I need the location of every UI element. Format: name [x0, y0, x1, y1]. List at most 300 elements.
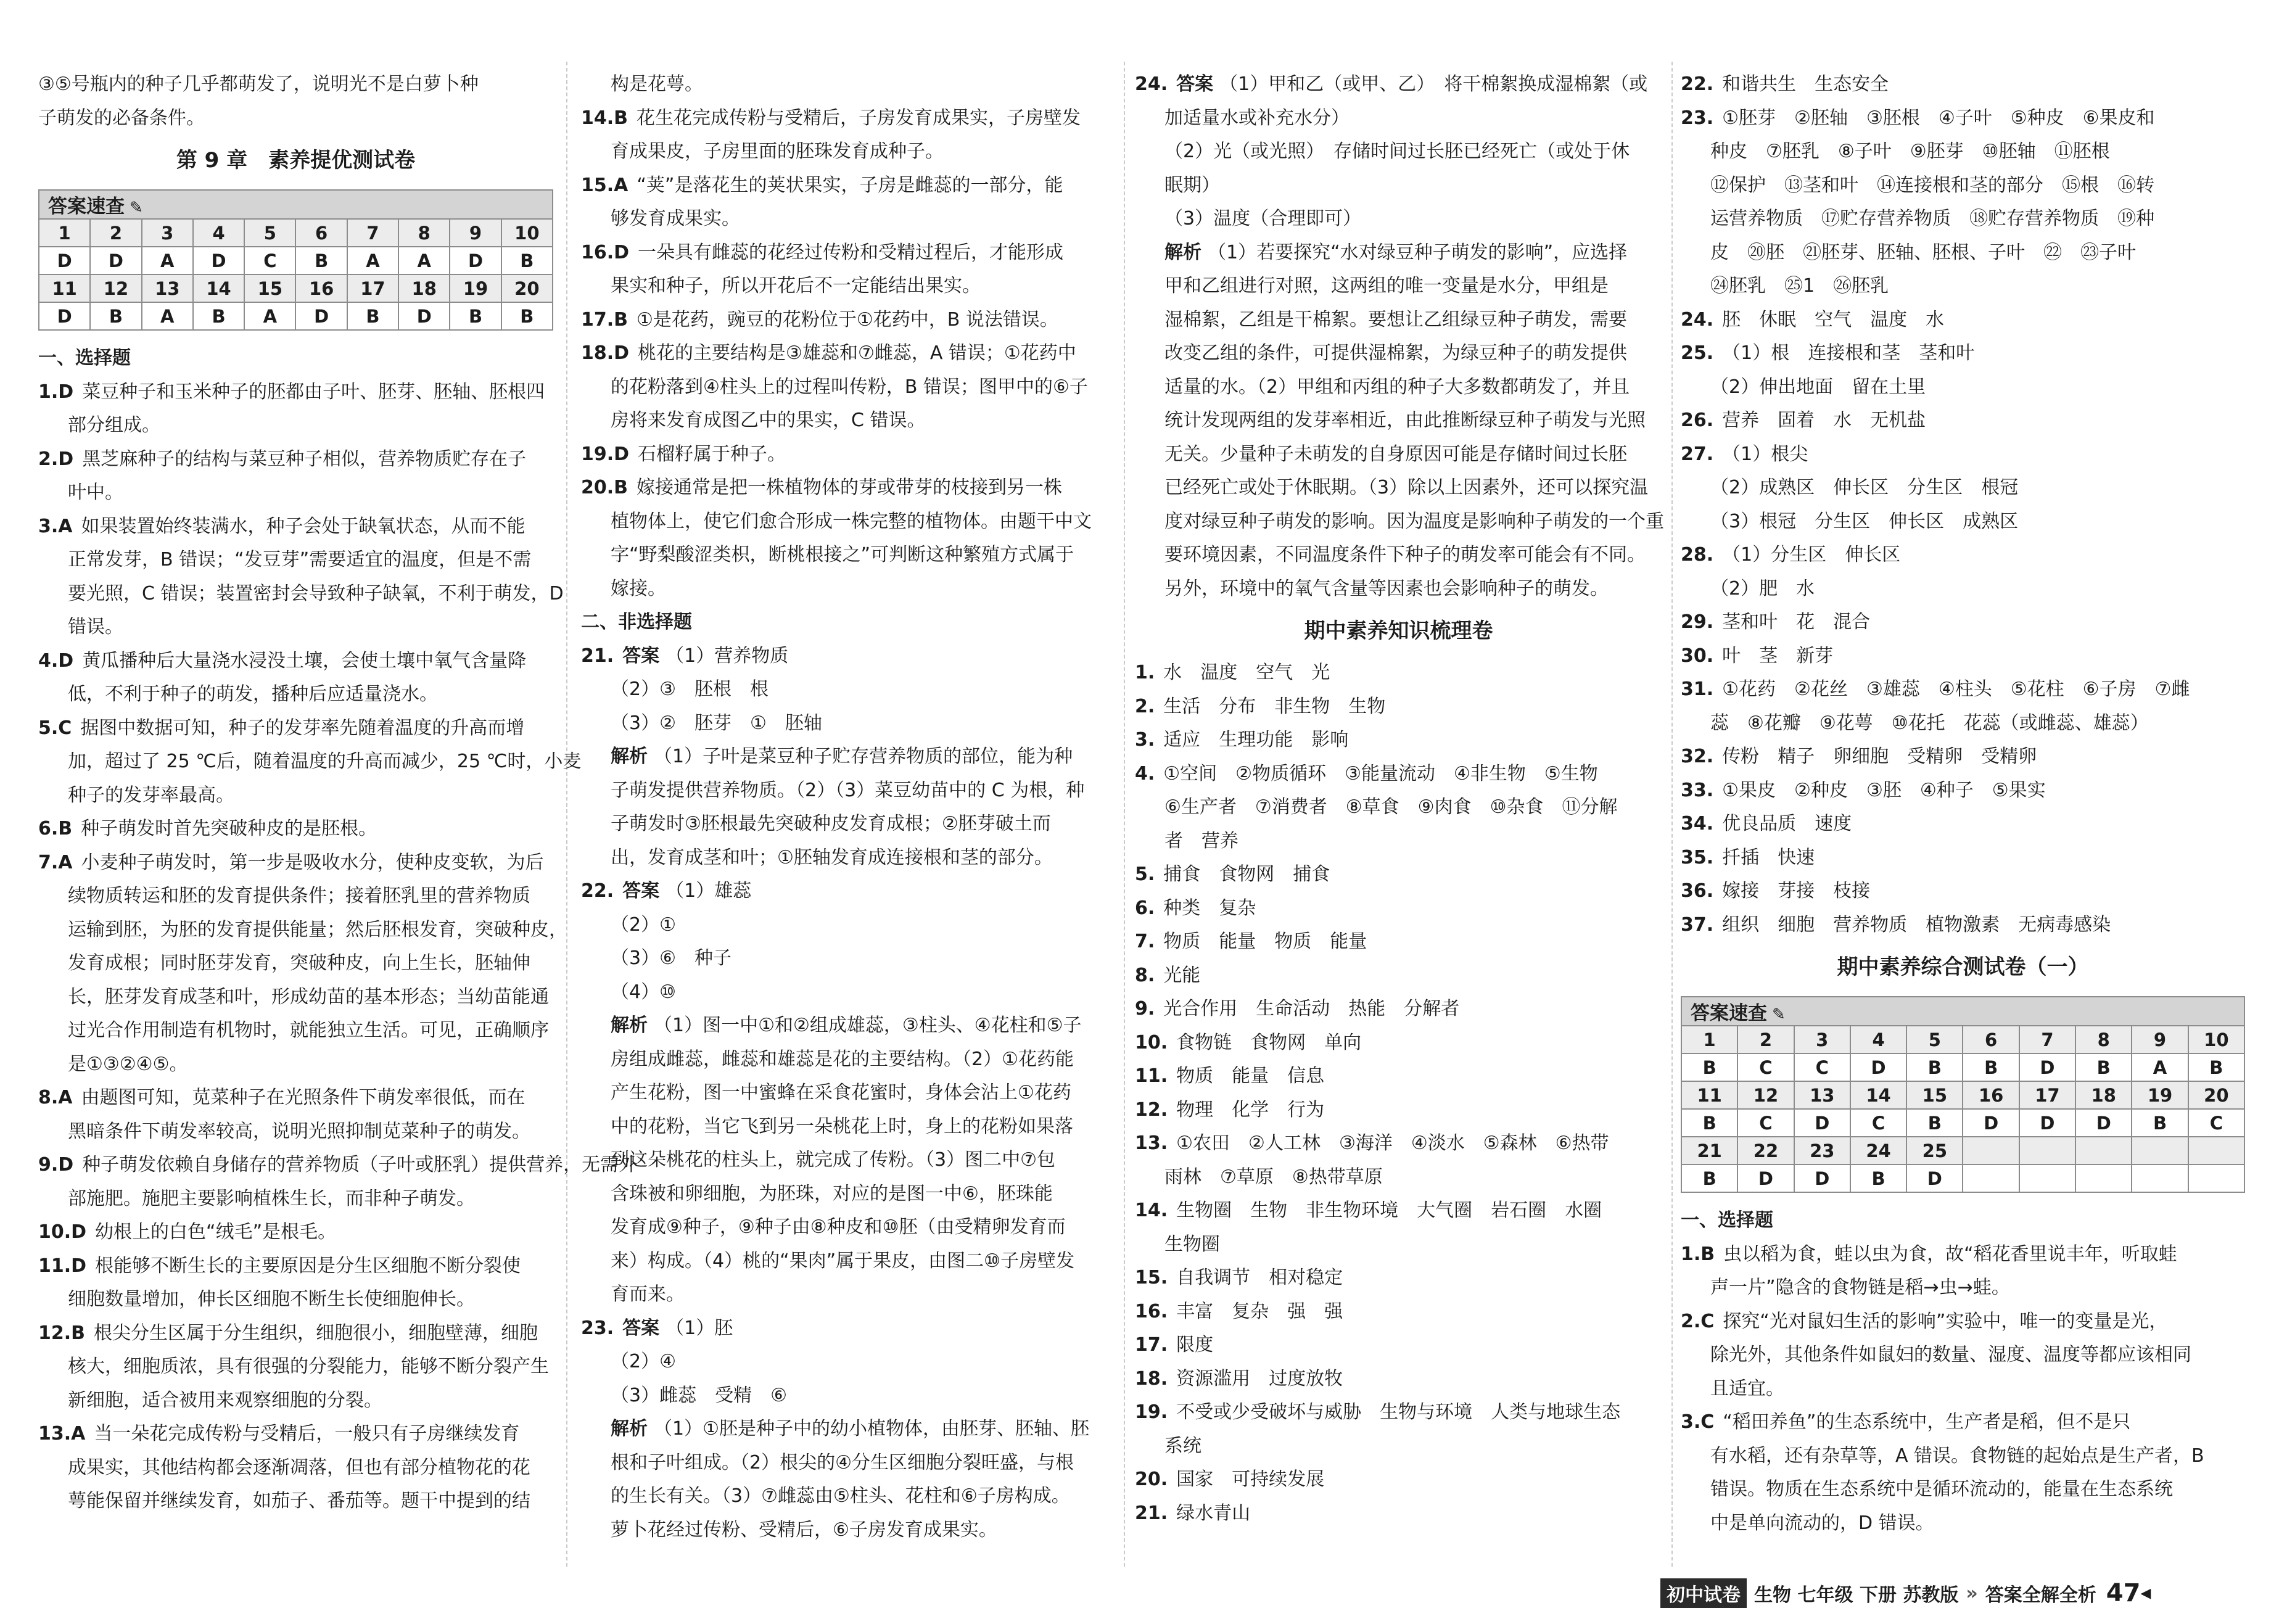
item-number: 6. [1135, 897, 1155, 919]
analysis-text: 另外，环境中的氧气含量等因素也会影响种子的萌发。 [1164, 577, 1609, 600]
item-number: 11.D [38, 1255, 87, 1277]
answer-line [581, 707, 1115, 741]
item-number: 2.D [38, 448, 74, 470]
analysis-line [581, 1009, 1115, 1043]
answer-table-cell: 7 [347, 219, 398, 247]
list-item [1135, 690, 1662, 724]
item-number: 1. [1135, 662, 1155, 683]
item-list [1681, 1238, 2245, 1541]
answer-table-cell: 4 [1850, 1026, 1906, 1053]
pencil-icon: ✎ [130, 199, 143, 217]
list-item [581, 572, 1115, 606]
list-item [1135, 858, 1662, 892]
analysis-text: 子萌发提供营养物质。（2）（3）菜豆幼苗中的 C 为根，种 [611, 779, 1085, 801]
item-text: 茎和叶 花 混合 [1722, 611, 1871, 633]
analysis-text: （1）①胚是种子中的幼小植物体，由胚芽、胚轴、胚 [654, 1418, 1089, 1440]
item-text: 一朵具有雌蕊的花经过传粉和受精过程后，才能形成 [638, 241, 1064, 263]
answer-table-cell: B [1681, 1053, 1737, 1081]
item-text: 光能 [1163, 964, 1201, 986]
answer-table-cell: B [193, 302, 244, 330]
item-number: 36. [1681, 880, 1714, 902]
item-number: 15.A [581, 174, 628, 196]
answer-table-cell: B [90, 302, 141, 330]
item-text: 部施肥。施肥主要影响植株生长，而非种子萌发。 [68, 1187, 475, 1210]
list-item [1681, 202, 2245, 236]
item-number: 11. [1135, 1065, 1168, 1087]
question-number: 23. [581, 1317, 614, 1339]
answer-table-cell: B [450, 302, 501, 330]
list-item [38, 543, 553, 577]
chevrons-icon: » [1966, 1582, 1978, 1604]
item-text: 续物质转运和胚的发育提供条件；接着胚乳里的营养物质 [68, 885, 530, 907]
item-text: 食物链 食物网 单向 [1176, 1031, 1362, 1053]
item-number: 6.B [38, 818, 73, 839]
answer-table-cell: D [2019, 1053, 2075, 1081]
answer-table-cell: B [347, 302, 398, 330]
answer-table-cell: 19 [2132, 1081, 2188, 1109]
text-block [38, 68, 553, 135]
list-item [38, 1216, 553, 1250]
analysis-text: 无关。少量种子未萌发的自身原因可能是存储时间过长胚 [1164, 443, 1627, 465]
answer-line [581, 640, 1115, 674]
analysis-text: 甲和乙组进行对照，这两组的唯一变量是水分，甲组是 [1164, 275, 1609, 297]
answer-table-header [39, 190, 553, 219]
list-item [38, 476, 553, 510]
list-item [1681, 169, 2245, 203]
answer-table-cell: D [450, 247, 501, 274]
answer-table-cell: 5 [244, 219, 295, 247]
item-text: 是①③②④⑤。 [68, 1053, 188, 1075]
answer-table-cell: 14 [193, 274, 244, 302]
answer-table-cell: A [347, 247, 398, 274]
answer-text: （4）⑩ [611, 981, 676, 1003]
answer-table-cell: A [142, 302, 193, 330]
item-text: 生物圈 [1164, 1233, 1220, 1255]
item-text: 国家 可持续发展 [1176, 1469, 1325, 1490]
item-number: 16. [1135, 1300, 1168, 1322]
analysis-keyword: 解析 [611, 746, 648, 767]
footer-label: 答案全解全析 [1985, 1585, 2096, 1606]
item-text: 桃花的主要结构是③雄蕊和⑦雌蕊，A 错误；①花药中 [638, 342, 1076, 364]
item-text: 的花粉落到④柱头上的过程叫传粉，B 错误；图甲中的⑥子 [611, 376, 1088, 398]
item-text: 运输到胚，为胚的发育提供能量；然后胚根发育，突破种皮， [68, 918, 567, 941]
list-item [1681, 337, 2245, 371]
question-block [1135, 68, 1662, 606]
item-number: 23. [1681, 107, 1714, 129]
list-item [38, 880, 553, 913]
item-number: 18.D [581, 342, 630, 364]
answer-table-cell: 13 [1794, 1081, 1850, 1109]
answer-table-cell: 16 [295, 274, 347, 302]
list-item [1135, 1261, 1662, 1295]
item-number: 32. [1681, 746, 1714, 767]
list-item [1681, 1507, 2245, 1541]
item-text: （3）根冠 分生区 伸长区 成熟区 [1710, 510, 2019, 532]
answer-table-cell: C [1737, 1053, 1794, 1081]
answer-table [1681, 996, 2245, 1193]
list-item [1135, 1161, 1662, 1195]
answer-table-cell: D [1737, 1164, 1794, 1192]
list-item [38, 1148, 638, 1182]
item-text: 果实和种子，所以开花后不一定能结出果实。 [611, 275, 981, 297]
answer-table-cell: 23 [1794, 1137, 1850, 1164]
item-number: 7.A [38, 851, 73, 873]
answer-table-row [39, 247, 553, 274]
question-block [581, 640, 1115, 875]
answer-table-cell [1963, 1164, 2019, 1192]
item-text: 适应 生理功能 影响 [1163, 729, 1349, 751]
answer-table-cell: 11 [39, 274, 90, 302]
item-text: 植物体上，使它们愈合形成一株完整的植物体。由题干中文 [611, 510, 1092, 532]
item-text: ①是花药，豌豆的花粉位于①花药中，B 说法错误。 [637, 308, 1058, 331]
list-item [38, 846, 553, 880]
item-number: 10.D [38, 1221, 87, 1243]
list-item [38, 1182, 553, 1216]
analysis-line [581, 1043, 1115, 1077]
item-text: 种子萌发时首先突破种皮的是胚根。 [81, 818, 377, 839]
item-number: 26. [1681, 410, 1714, 431]
item-number: 28. [1681, 544, 1714, 566]
item-text: （1）根尖 [1722, 443, 1808, 465]
item-text: ①农田 ②人工林 ③海洋 ④淡水 ⑤森林 ⑥热带 [1176, 1132, 1609, 1154]
answer-table-cell: D [39, 302, 90, 330]
answer-text: 眠期） [1164, 174, 1220, 196]
answer-table-cell: A [398, 247, 450, 274]
analysis-line [1135, 538, 1662, 572]
answer-table-cell: 9 [2132, 1026, 2188, 1053]
answer-table-cell: D [1794, 1109, 1850, 1137]
list-item [1681, 1372, 2245, 1406]
answer-table-cell: B [1906, 1053, 1963, 1081]
answer-text: 加适量水或补充水分） [1164, 107, 1350, 129]
item-text: 物质 能量 物质 能量 [1163, 931, 1367, 952]
question-number: 24. [1135, 73, 1168, 95]
list-item [1135, 1194, 1662, 1228]
analysis-text: （1）图一中①和②组成雄蕊，③柱头、④花柱和⑤子 [654, 1015, 1082, 1036]
question-number: 21. [581, 645, 614, 667]
answer-line [1135, 169, 1662, 203]
item-text: 系统 [1164, 1435, 1201, 1457]
item-text: 要光照，C 错误；装置密封会导致种子缺氧，不利于萌发，D [68, 582, 564, 604]
answer-table-cell: C [1850, 1109, 1906, 1137]
item-text: 菜豆种子和玉米种子的胚都由子叶、胚芽、胚轴、胚根四 [82, 381, 545, 403]
item-text: 扦插 快速 [1722, 846, 1815, 868]
analysis-text: 萝卜花经过传粉、受精后，⑥子房发育成果实。 [611, 1519, 997, 1541]
item-number: 25. [1681, 342, 1714, 364]
answer-table-title [1681, 997, 2244, 1026]
item-number: 5.C [38, 717, 72, 739]
answer-text: （1）胚 [666, 1317, 733, 1339]
item-text: 嫁接通常是把一株植物体的芽或带芽的枝接到另一株 [637, 477, 1063, 498]
answer-keyword: 答案 [622, 645, 660, 667]
item-text: 正常发芽，B 错误；“发豆芽”需要适宜的温度，但是不需 [68, 549, 532, 571]
answer-line [1135, 135, 1662, 169]
list-item [38, 678, 553, 712]
answer-table-cell: 18 [2075, 1081, 2132, 1109]
answer-table-cell: B [1681, 1109, 1737, 1137]
list-item [1681, 1305, 2245, 1339]
item-text: 种类 复杂 [1163, 897, 1256, 919]
answer-keyword: 答案 [622, 880, 660, 902]
analysis-text: （1）子叶是菜豆种子贮存营养物质的部位，能为种 [654, 746, 1073, 767]
answer-table-cell [2075, 1164, 2132, 1192]
item-number: 37. [1681, 913, 1714, 936]
list-item [38, 611, 553, 645]
item-number: 20.B [581, 477, 628, 498]
item-text: ①胚芽 ②胚轴 ③胚根 ④子叶 ⑤种皮 ⑥果皮和 [1722, 107, 2155, 129]
item-text: 据图中数据可知，种子的发芽率先随着温度的升高而增 [80, 717, 525, 739]
item-text: 叶 茎 新芽 [1722, 645, 1834, 667]
answer-table-cell: B [501, 247, 553, 274]
list-item [1135, 1329, 1662, 1362]
item-text: 核大，细胞质浓，具有很强的分裂能力，能够不断分裂产生 [68, 1356, 549, 1377]
answer-table-title-text: 答案速查 [1691, 1002, 1767, 1024]
item-text: 育成果皮，子房里面的胚珠发育成种子。 [611, 141, 944, 162]
list-item [38, 913, 567, 947]
item-number: 29. [1681, 611, 1714, 633]
answer-table-cell: 13 [142, 274, 193, 302]
item-number: 19. [1135, 1401, 1168, 1423]
section-heading: 一、选择题 [38, 347, 131, 369]
analysis-text: 根和子叶组成。（2）根尖的④分生区细胞分裂旺盛，与根 [611, 1451, 1074, 1474]
list-item [1135, 723, 1662, 757]
answer-line [581, 909, 1115, 942]
item-number: 10. [1135, 1031, 1168, 1053]
item-text: 过光合作用制造有机物时，就能独立生活。可见，正确顺序 [68, 1020, 549, 1041]
list-item [38, 1417, 553, 1451]
answer-table-row [1681, 1081, 2244, 1109]
analysis-text: 房组成雌蕊，雌蕊和雄蕊是花的主要结构。（2）①花药能 [611, 1048, 1074, 1070]
item-number: 5. [1135, 864, 1155, 885]
answer-table-cell: 20 [501, 274, 553, 302]
list-item [1135, 1497, 1662, 1531]
item-text: 成果实，其他结构都会逐渐凋落，但也有部分植物花的花 [68, 1456, 530, 1478]
answer-table-cell: 6 [295, 219, 347, 247]
analysis-text: 出，发育成茎和叶；①胚轴发育成连接根和茎的部分。 [611, 846, 1053, 868]
list-item [38, 981, 553, 1015]
item-text: 水 温度 空气 光 [1163, 662, 1330, 683]
list-item [1681, 471, 2245, 505]
list-item [1135, 1094, 1662, 1127]
list-item [1135, 1060, 1662, 1094]
item-text: 生活 分布 非生物 生物 [1163, 695, 1386, 717]
item-number: 13. [1135, 1132, 1168, 1154]
item-text: 绿水青山 [1176, 1502, 1251, 1524]
answer-table-cell [2188, 1137, 2244, 1164]
list-item [1681, 538, 2245, 572]
item-number: 3.C [1681, 1411, 1715, 1433]
analysis-line [1135, 303, 1662, 337]
list-item [1135, 892, 1662, 926]
analysis-line [581, 1446, 1115, 1480]
item-text: （2）肥 水 [1710, 577, 1815, 600]
analysis-line [1135, 572, 1662, 606]
answer-table-cell: 8 [398, 219, 450, 247]
answer-table-cell [2188, 1164, 2244, 1192]
answer-table-cell [1963, 1137, 2019, 1164]
answer-text: （1）营养物质 [666, 645, 789, 667]
item-text: 运营养物质 ⑰贮存营养物质 ⑱贮存营养物质 ⑲种 [1710, 208, 2154, 229]
analysis-keyword: 解析 [611, 1418, 648, 1440]
answer-table-cell: 15 [1906, 1081, 1963, 1109]
answer-line [581, 1345, 1115, 1379]
analysis-line [581, 774, 1115, 808]
analysis-line [581, 1245, 1115, 1279]
item-text: 声一片”隐含的食物链是稻→虫→蛙。 [1710, 1277, 2010, 1298]
answer-table-cell: B [2075, 1053, 2132, 1081]
answer-table-cell: D [1794, 1164, 1850, 1192]
answer-table-cell: D [398, 302, 450, 330]
answer-table-cell: D [193, 247, 244, 274]
analysis-line [581, 1278, 1115, 1312]
analysis-text: 来）构成。（4）桃的“果肉”属于果皮，由图二⑩子房壁发 [611, 1250, 1075, 1272]
item-text: 组织 细胞 营养物质 植物激素 无病毒感染 [1722, 913, 2111, 936]
answer-text: （3）雌蕊 受精 ⑥ [611, 1384, 787, 1406]
answer-table-cell: 24 [1850, 1137, 1906, 1164]
analysis-line [581, 1177, 1115, 1211]
column-divider [1124, 62, 1125, 1567]
analysis-text: 中的花粉，当它飞到另一朵桃花上时，身上的花粉如果落 [611, 1115, 1073, 1137]
item-text: 雨林 ⑦草原 ⑧热带草原 [1164, 1166, 1383, 1188]
triangle-left-icon: ◀ [2140, 1585, 2151, 1601]
list-item [38, 1451, 553, 1485]
item-text: ①空间 ②物质循环 ③能量流动 ④非生物 ⑤生物 [1163, 762, 1598, 785]
answer-table-header [1681, 997, 2244, 1026]
list-item [1681, 1238, 2245, 1272]
analysis-line [1135, 505, 1662, 539]
item-text: 错误。物质在生态系统中是循环流动的，能量在生态系统 [1710, 1478, 2173, 1500]
item-number: 8.A [38, 1087, 73, 1108]
item-text: 虫以稻为食，蛙以虫为食，故“稻花香里说丰年，听取蛙 [1723, 1243, 2177, 1265]
item-text: 花生花完成传粉与受精后，子房发育成果实，子房壁发 [637, 107, 1081, 129]
answer-table-cell: 1 [39, 219, 90, 247]
item-text: 光合作用 生命活动 热能 分解者 [1163, 998, 1460, 1020]
item-text: “荚”是落花生的荚状果实，子房是雌蕊的一部分，能 [637, 174, 1063, 196]
answer-line [581, 1379, 1115, 1413]
list-item [38, 1350, 553, 1384]
item-text: 由题图可知，苋菜种子在光照条件下萌发率很低，而在 [81, 1087, 525, 1108]
list-item [1681, 270, 2245, 303]
item-number: 17. [1135, 1334, 1168, 1356]
list-item [38, 1250, 553, 1284]
list-item [1681, 707, 2245, 741]
list-item [1135, 992, 1662, 1026]
item-number: 13.A [38, 1423, 86, 1445]
list-item [1135, 925, 1662, 959]
answer-table-cell: D [295, 302, 347, 330]
answer-table-row [1681, 1026, 2244, 1053]
item-number: 3.A [38, 515, 73, 537]
item-number: 16.D [581, 241, 630, 263]
item-text: 优良品质 速度 [1722, 813, 1852, 835]
answer-line [1135, 102, 1662, 136]
answer-keyword: 答案 [1176, 73, 1214, 95]
item-number: 8. [1135, 964, 1155, 986]
list-item [38, 812, 553, 846]
answer-table-row [1681, 1137, 2244, 1164]
item-text: 低，不利于种子的萌发，播种后应适量浇水。 [68, 683, 438, 705]
answer-table-cell [2132, 1164, 2188, 1192]
item-text: 且适宜。 [1710, 1377, 1784, 1399]
answer-table-row [1681, 1109, 2244, 1137]
answer-table-row [39, 302, 553, 330]
answer-table-row [1681, 1053, 2244, 1081]
answer-table-cell: 9 [450, 219, 501, 247]
answer-table-cell: 11 [1681, 1081, 1737, 1109]
item-text: ①花药 ②花丝 ③雄蕊 ④柱头 ⑤花柱 ⑥子房 ⑦雌 [1722, 678, 2190, 700]
analysis-text: （1）若要探究“水对绿豆种子萌发的影响”，应选择 [1208, 241, 1628, 263]
list-item [38, 947, 553, 981]
list-item [38, 1283, 553, 1317]
list-item [581, 270, 1115, 303]
list-item [581, 371, 1115, 405]
item-number: 7. [1135, 931, 1155, 952]
item-number: 20. [1135, 1469, 1168, 1490]
analysis-line [1135, 236, 1662, 270]
answer-table-cell: 5 [1906, 1026, 1963, 1053]
answer-table-cell: C [1737, 1109, 1794, 1137]
item-text: 丰富 复杂 强 强 [1176, 1300, 1343, 1322]
list-item [38, 1115, 553, 1149]
item-number: 1.B [1681, 1243, 1715, 1265]
analysis-text: 到这朵桃花的柱头上，就完成了传粉。（3）图二中⑦包 [611, 1149, 1055, 1171]
list-item [1681, 875, 2245, 909]
item-number: 31. [1681, 678, 1714, 700]
list-item [581, 404, 1115, 438]
analysis-line [581, 1480, 1115, 1514]
page-number: 47 [2106, 1579, 2141, 1607]
answer-table-cell: D [2019, 1109, 2075, 1137]
answer-table-cell: 2 [90, 219, 141, 247]
list-item [1681, 673, 2245, 707]
list-item [1681, 135, 2245, 169]
analysis-line [1135, 471, 1662, 505]
item-text: 黄瓜播种后大量浇水浸没土壤，会使土壤中氧气含量降 [82, 649, 527, 672]
answer-table-cell: 10 [2188, 1026, 2244, 1053]
analysis-line [581, 1076, 1115, 1110]
answer-table-cell: C [1794, 1053, 1850, 1081]
answer-table-row [39, 219, 553, 247]
answer-table-cell: 3 [142, 219, 193, 247]
item-text: 捕食 食物网 捕食 [1163, 864, 1330, 885]
column-divider [1671, 62, 1673, 1567]
list-item [1681, 1406, 2245, 1440]
section-heading-wrap [38, 342, 553, 376]
item-text: 长，胚芽发育成茎和叶，形成幼苗的基本形态；当幼苗能通 [68, 986, 549, 1008]
section-heading: 二、非选择题 [581, 611, 692, 633]
list-item [1135, 757, 1662, 791]
list-item [38, 577, 564, 611]
list-item [581, 169, 1115, 203]
answer-line [581, 673, 1115, 707]
item-text: 限度 [1176, 1334, 1214, 1356]
answer-table-cell: 22 [1737, 1137, 1794, 1164]
list-item [38, 409, 553, 443]
answer-table-cell: 15 [244, 274, 295, 302]
analysis-keyword: 解析 [611, 1015, 648, 1036]
answer-table-title-text: 答案速查 [48, 196, 125, 218]
text-block [581, 68, 1115, 102]
answer-table-cell: D [39, 247, 90, 274]
page-footer [1660, 1576, 2252, 1610]
item-text: ⑥生产者 ⑦消费者 ⑧草食 ⑨肉食 ⑩杂食 ⑪分解 [1164, 796, 1618, 818]
list-item [1135, 656, 1662, 690]
list-item [38, 712, 553, 746]
item-number: 15. [1135, 1267, 1168, 1288]
answer-table-title [39, 190, 553, 219]
list-item [1135, 1362, 1662, 1396]
item-text: 种皮 ⑦胚乳 ⑧子叶 ⑨胚芽 ⑩胚轴 ⑪胚根 [1710, 141, 2110, 162]
